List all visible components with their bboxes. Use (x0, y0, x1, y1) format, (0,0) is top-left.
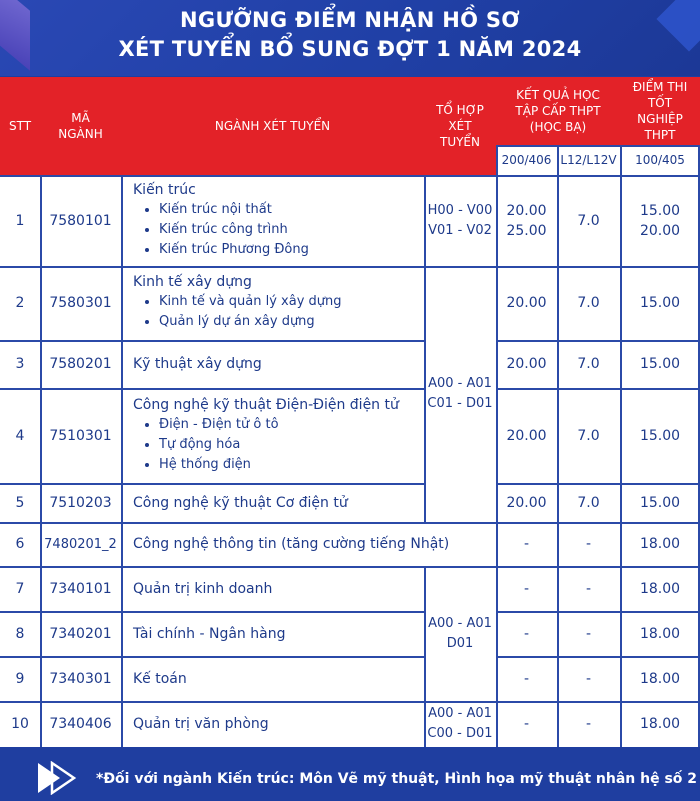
subheader-l12: L12/L12V (557, 145, 620, 175)
combo-line: A00 - A01 (428, 706, 492, 721)
row-6-thpt: 18.00 (639, 536, 681, 552)
row-7-major: Quản trị kinh doanh (133, 580, 273, 597)
row-3-major: Kỹ thuật xây dựng (133, 356, 262, 372)
play-arrows-icon (36, 761, 78, 795)
row-4-code: 7510301 (49, 427, 112, 444)
row-9-stt: 9 (15, 670, 25, 687)
row-5-stt: 5 (15, 494, 25, 511)
row-5-major: Công nghệ kỹ thuật Cơ điện tử (133, 494, 348, 511)
combo-line: D01 (446, 635, 474, 651)
grid-line (0, 388, 424, 390)
row-7-hoc-ba: - (523, 580, 530, 597)
row-10-code: 7340406 (49, 716, 112, 732)
row-9-code: 7340301 (49, 670, 112, 687)
row-1-sub-item: • Kiến trúc nội thất (159, 200, 309, 220)
row-4-sub-list (133, 415, 399, 475)
footnote: *Đối với ngành Kiến trúc: Môn Vẽ mỹ thuật, Hình họa mỹ thuật nhân hệ số 2 (96, 771, 698, 787)
row-1-sub-item: • Kiến trúc công trình (159, 220, 309, 240)
grid-line (0, 266, 700, 268)
row-4-hoc-ba: 20.00 (506, 427, 547, 444)
thpt-value: 20.00 (639, 222, 681, 239)
row-3-l12: 7.0 (577, 356, 600, 372)
header-to-hop: TỔ HỢP XÉT TUYỂN (424, 77, 496, 175)
grid-line (496, 340, 700, 342)
grid-line (0, 656, 424, 658)
row-6-code: 7480201_2 (44, 536, 117, 552)
page-header (0, 0, 700, 76)
row-8-major: Tài chính - Ngân hàng (133, 625, 286, 642)
page-footer (0, 747, 700, 801)
row-5-code: 7510203 (49, 494, 112, 511)
row-6-stt: 6 (15, 536, 25, 552)
row-1-hoc-ba (496, 175, 557, 266)
row-1-major-title: Kiến trúc (133, 181, 196, 198)
row-8-stt: 8 (15, 625, 25, 642)
row-1-l12: 7.0 (577, 212, 600, 229)
combo-line: V01 - V02 (428, 222, 492, 238)
title-line-2: XÉT TUYỂN BỔ SUNG ĐỢT 1 NĂM 2024 (118, 37, 582, 61)
grid-line (0, 611, 424, 613)
grid-line (0, 522, 700, 524)
row-4-sub-item: • Hệ thống điện (159, 455, 399, 475)
row-7-stt: 7 (15, 580, 25, 597)
grid-line (424, 566, 426, 747)
row-1-sub-list (133, 200, 309, 260)
grid-line (0, 483, 424, 485)
row-6-hoc-ba: - (523, 536, 530, 552)
combo-line: A00 - A01 (428, 615, 492, 631)
row-1-combo (424, 175, 496, 266)
row-2-stt: 2 (15, 295, 25, 311)
row-4-sub-item: • Tự động hóa (159, 435, 399, 455)
subheader-hoc-ba: 200/406 (496, 145, 557, 175)
row-6-l12: - (585, 536, 592, 552)
row-8-l12: - (585, 625, 592, 642)
grid-line (0, 701, 700, 703)
grid-line (0, 175, 700, 177)
row-3-thpt: 15.00 (639, 356, 681, 372)
subheader-thpt: 100/405 (620, 145, 700, 175)
row-2-major (121, 266, 424, 340)
row-2-major-title: Kinh tế xây dựng (133, 274, 252, 290)
combo-group-4 (424, 701, 496, 747)
row-4-thpt: 15.00 (639, 427, 681, 444)
row-9-thpt: 18.00 (639, 670, 681, 687)
row-10-thpt: 18.00 (639, 716, 681, 732)
header-ma-nganh: MÃ NGÀNH (40, 77, 121, 175)
row-10-major: Quản trị văn phòng (133, 716, 269, 732)
admission-table (0, 77, 700, 747)
row-1-stt: 1 (15, 212, 25, 229)
header-ket-qua: KẾT QUẢ HỌC TẬP CẤP THPT (HỌC BẠ) (496, 77, 620, 145)
row-5-l12: 7.0 (577, 494, 600, 511)
row-2-thpt: 15.00 (639, 295, 681, 311)
combo-line: C01 - D01 (427, 396, 493, 411)
row-1-code: 7580101 (49, 212, 112, 229)
row-2-sub-item: • Kinh tế và quản lý xây dựng (159, 292, 342, 312)
header-nganh: NGÀNH XÉT TUYỂN (121, 77, 424, 175)
row-5-hoc-ba: 20.00 (506, 494, 547, 511)
row-10-stt: 10 (11, 716, 29, 732)
row-9-l12: - (585, 670, 592, 687)
grid-line (496, 145, 700, 147)
row-2-l12: 7.0 (577, 295, 600, 311)
row-3-stt: 3 (15, 356, 25, 372)
title-line-1: NGƯỠNG ĐIỂM NHẬN HỒ SƠ (180, 8, 520, 32)
row-1-major (121, 175, 424, 266)
row-9-major: Kế toán (133, 670, 187, 687)
grid-line (0, 340, 424, 342)
row-2-sub-list (133, 292, 342, 332)
row-4-sub-item: • Điện - Điện tử ô tô (159, 415, 399, 435)
grid-line (40, 175, 42, 747)
row-2-hoc-ba: 20.00 (506, 295, 547, 311)
row-1-thpt (620, 175, 700, 266)
row-8-code: 7340201 (49, 625, 112, 642)
hoc-ba-value: 25.00 (506, 222, 547, 239)
row-7-l12: - (585, 580, 592, 597)
grid-line (496, 388, 700, 390)
grid-line (424, 175, 426, 522)
combo-group-2 (424, 266, 496, 522)
grid-line (0, 566, 700, 568)
grid-line (496, 483, 700, 485)
row-3-hoc-ba: 20.00 (506, 356, 547, 372)
grid-line (496, 611, 700, 613)
row-1-sub-item: • Kiến trúc Phương Đông (159, 240, 309, 260)
header-stt: STT (0, 77, 40, 175)
combo-line: H00 - V00 (427, 202, 493, 218)
row-4-major (121, 388, 424, 483)
row-7-thpt: 18.00 (639, 580, 681, 597)
thpt-value: 15.00 (639, 202, 681, 219)
row-7-code: 7340101 (49, 580, 112, 597)
row-10-l12: - (585, 716, 592, 732)
row-8-hoc-ba: - (523, 625, 530, 642)
grid-line (496, 656, 700, 658)
combo-line: A00 - A01 (428, 376, 492, 391)
row-8-thpt: 18.00 (639, 625, 681, 642)
row-10-hoc-ba: - (523, 716, 530, 732)
combo-group-3 (424, 566, 496, 701)
row-2-sub-item: • Quản lý dự án xây dựng (159, 312, 342, 332)
combo-line: C00 - D01 (427, 726, 493, 741)
grid-line (121, 175, 123, 747)
row-9-hoc-ba: - (523, 670, 530, 687)
header-diem-thi: ĐIỂM THI TỐT NGHIỆP THPT (620, 77, 700, 145)
row-3-code: 7580201 (49, 356, 112, 372)
row-4-l12: 7.0 (577, 427, 600, 444)
row-4-major-title: Công nghệ kỹ thuật Điện-Điện điện tử (133, 396, 399, 413)
row-5-thpt: 15.00 (639, 494, 681, 511)
row-4-stt: 4 (15, 427, 25, 444)
row-6-major: Công nghệ thông tin (tăng cường tiếng Nhật) (133, 536, 450, 552)
row-2-code: 7580301 (49, 295, 112, 311)
hoc-ba-value: 20.00 (506, 202, 547, 219)
